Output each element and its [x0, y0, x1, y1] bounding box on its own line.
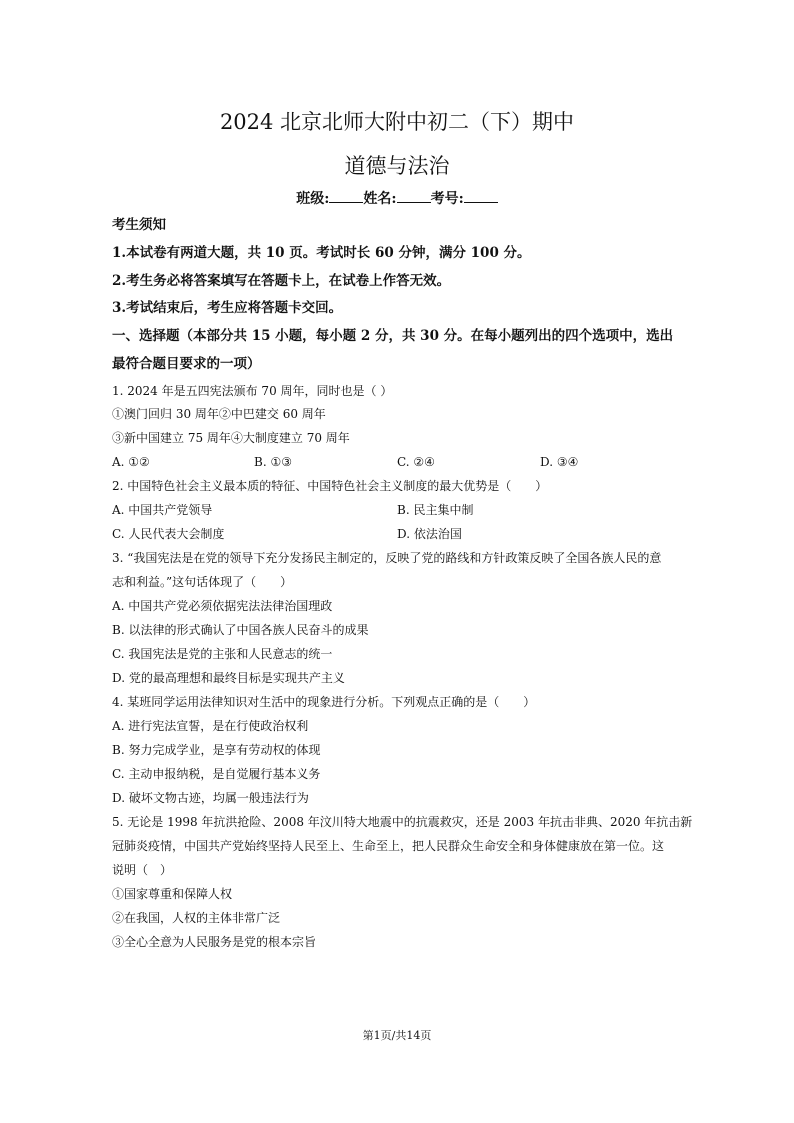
- question-stem: 4. 某班同学运用法律知识对生活中的现象进行分析。下列观点正确的是（ ）: [112, 695, 536, 709]
- option-c: C. 主动申报纳税，是自觉履行基本义务: [112, 767, 321, 781]
- notice-item: 2.考生务必将答案填写在答题卡上，在试卷上作答无效。: [112, 273, 451, 289]
- option-a: A. ①②: [112, 455, 150, 469]
- option-c: C. 我国宪法是党的主张和人民意志的统一: [112, 647, 333, 661]
- section-heading: 一、选择题（本部分共 15 小题，每小题 2 分，共 30 分。在每小题列出的四个选项中，选出: [112, 328, 674, 344]
- option-d: D. 破坏文物古迹，均属一般违法行为: [112, 791, 309, 805]
- question-statement: ③新中国建立 75 周年④大制度建立 70 周年: [112, 431, 350, 445]
- question-stem: 1. 2024 年是五四宪法颁布 70 周年，同时也是（ ）: [112, 384, 393, 398]
- question-stem: 2. 中国特色社会主义最本质的特征、中国特色社会主义制度的最大优势是（ ）: [112, 479, 548, 493]
- name-label: 姓名:: [363, 191, 397, 207]
- option-a: A. 进行宪法宣誓，是在行使政治权利: [112, 719, 309, 733]
- number-label: 考号:: [430, 191, 464, 207]
- option-b: B. 以法律的形式确认了中国各族人民奋斗的成果: [112, 623, 369, 637]
- option-a: A. 中国共产党必须依据宪法法律治国理政: [112, 599, 333, 613]
- option-d: D. ③④: [540, 455, 579, 469]
- option-b: B. 努力完成学业，是享有劳动权的体现: [112, 743, 321, 757]
- class-blank: [329, 190, 363, 203]
- option-c: C. ②④: [397, 455, 435, 469]
- section-heading-cont: 最符合题目要求的一项）: [112, 356, 261, 372]
- page-number: 第1页/共14页: [362, 1029, 432, 1042]
- question-statement: ③全心全意为人民服务是党的根本宗旨: [112, 935, 317, 949]
- subject-title: 道德与法治: [344, 154, 450, 178]
- question-stem-cont: 冠肺炎疫情，中国共产党始终坚持人民至上、生命至上，把人民群众生命安全和身体健康放在第一位。这: [112, 839, 665, 853]
- question-statement: ①澳门回归 30 周年②中巴建交 60 周年: [112, 407, 326, 421]
- option-c: C. 人民代表大会制度: [112, 527, 225, 541]
- notice-item: 1.本试卷有两道大题，共 10 页。考试时长 60 分钟，满分 100 分。: [112, 245, 531, 261]
- name-blank: [397, 190, 431, 203]
- notice-item: 3.考试结束后，考生应将答题卡交回。: [112, 300, 343, 316]
- question-stem: 3. “我国宪法是在党的领导下充分发扬民主制定的，反映了党的路线和方针政策反映了全国各族人民的意: [112, 551, 662, 565]
- option-b: B. 民主集中制: [397, 503, 474, 517]
- option-d: D. 依法治国: [397, 527, 462, 541]
- option-d: D. 党的最高理想和最终目标是实现共产主义: [112, 671, 345, 685]
- question-stem-cont: 志和利益。”这句话体现了（ ）: [112, 575, 293, 589]
- option-a: A. 中国共产党领导: [112, 503, 213, 517]
- exam-title: 2024 北京北师大附中初二（下）期中: [219, 110, 575, 134]
- option-b: B. ①③: [254, 455, 292, 469]
- class-label: 班级:: [296, 191, 330, 207]
- student-info-line: [0, 188, 794, 208]
- question-statement: ②在我国，人权的主体非常广泛: [112, 911, 281, 925]
- notice-heading: 考生须知: [112, 217, 166, 233]
- number-blank: [464, 190, 498, 203]
- question-statement: ①国家尊重和保障人权: [112, 887, 233, 901]
- question-stem: 5. 无论是 1998 年抗洪抢险、2008 年汶川特大地震中的抗震救灾，还是 2003 年抗击非典、2020 年抗击新: [112, 815, 693, 829]
- question-stem-cont: 说明（ ）: [112, 863, 173, 877]
